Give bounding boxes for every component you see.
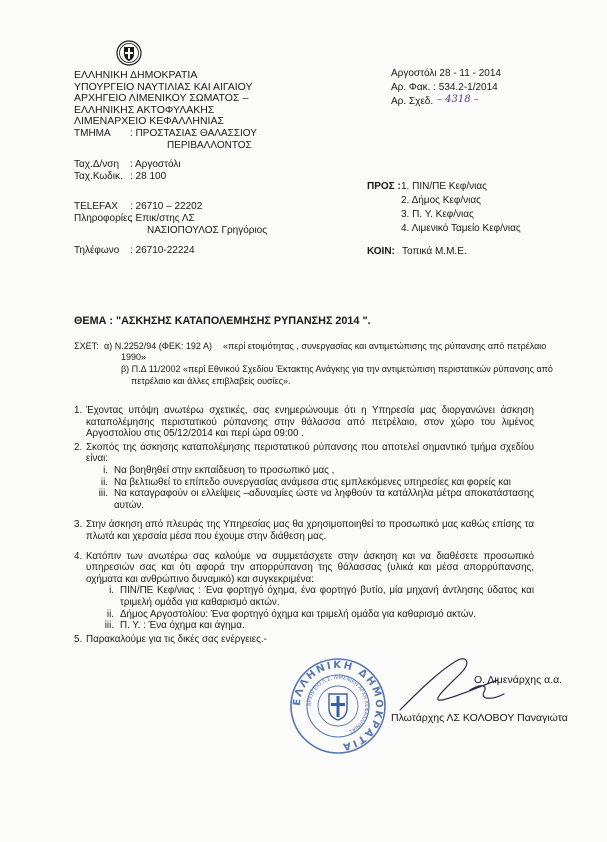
koin-label: ΚΟΙΝ: [367, 246, 395, 257]
header-line: ΕΛΛΗΝΙΚΗ ΔΗΜΟΚΡΑΤΙΑ [74, 69, 198, 81]
sxet-a-text-2: 1990» [121, 352, 147, 362]
tmima-value-2: ΠΕΡΙΒΑΛΛΟΝΤΟΣ [167, 140, 252, 151]
phone-label: Τηλέφωνο [74, 245, 120, 256]
paragraph-2-list [74, 465, 534, 511]
list-item [96, 609, 534, 621]
list-item-number: iii. [98, 488, 108, 500]
telefax-label: TELEFAX [74, 201, 118, 212]
telefax-value: : 26710 – 22202 [130, 201, 203, 212]
list-item-number: ii. [106, 608, 114, 620]
paragraph-3 [74, 519, 534, 542]
postal-label: Ταχ.Κωδικ. [74, 171, 123, 182]
paragraph-number: 5. [74, 633, 83, 645]
ref-sxed-label: Αρ. Σχεδ. [391, 96, 434, 107]
koin-value: Τοπικά Μ.Μ.Ε. [402, 246, 467, 257]
paragraph-text: Σκοπός της άσκησης καταπολέμησης περιστατικού ρύπανσης που αποτελεί σημαντικό τμήμα σχεδίου είναι: [86, 441, 534, 465]
list-item-text: Δήμος Αργοστολίου: Ένα φορτηγό όχημα και τριμελή ομάδα για καθαρισμό ακτών. [120, 608, 477, 620]
paragraph-number: 3. [74, 519, 83, 531]
paragraph-text: Έχοντας υπόψη ανωτέρω σχετικές, σας ενημερώνουμε ότι η Υπηρεσία μας διοργανώνει άσκηση καταπολέμησης περιστατικού ρύπανσης στην θάλασσα από πετρέλαιο, στον χώρο του λιμένος Αργοστολίου στις 05/12/2014 και περί ώρα 09:00 . [86, 405, 534, 440]
info-label: Πληροφορίες [74, 213, 133, 224]
place-date: Αργοστόλι 28 - 11 - 2014 [391, 68, 501, 79]
coat-of-arms-icon [116, 40, 142, 66]
phone-value: : 26710-22224 [130, 245, 195, 256]
paragraph-5 [74, 634, 534, 646]
header-line: ΛΙΜΕΝΑΡΧΕΙΟ ΚΕΦΑΛΛΗΝΙΑΣ [74, 115, 224, 127]
info-value: : Επικ/στης ΛΣ [130, 213, 195, 224]
paragraph-text: Παρακαλούμε για τις δικές σας ενέργειες.- [86, 633, 267, 645]
info-value-2: ΝΑΣΙΟΠΟΥΛΟΣ Γρηγόριος [147, 225, 268, 236]
sxet-label: ΣΧΕΤ: [74, 341, 99, 351]
subject-line: ΘΕΜΑ : "ΑΣΚΗΣΗΣ ΚΑΤΑΠΟΛΕΜΗΣΗΣ ΡΥΠΑΝΣΗΣ 2014 ". [74, 315, 371, 327]
list-item [96, 585, 534, 608]
ref-sxed-handwritten-number: – 4318 – [437, 94, 479, 105]
paragraph-number: 4. [74, 550, 83, 562]
paragraph-number: 1. [74, 405, 83, 416]
recipients-label: ΠΡΟΣ : [367, 181, 401, 192]
sxet-a-text: «περί ετοιμότητας , συνεργασίας και αντιμετώπισης της ρύπανσης από πετρέλαιο [223, 341, 547, 351]
seal-inner-text: ΑΡΧΗΓΕΙΟ Λ.Σ. ΛΙΜΕΝΙΚΗ ΑΡΧΗ ΚΕΦΑΛΛΗΝΙΑΣ [306, 674, 370, 735]
list-item-number: i. [103, 464, 108, 476]
list-item-text: Π. Υ. : Ένα όχημα και άγημα. [120, 620, 245, 632]
address-label: Ταχ.Δ/νση [74, 159, 120, 170]
paragraph-text: Στην άσκηση από πλευράς της Υπηρεσίας μας θα χρησιμοποιηθεί το προσωπικό μας καθώς επίσης τα πλωτά και χερσαία μέσα που έχουμε στην διάθεση μας. [86, 519, 534, 542]
header-line: ΑΡΧΗΓΕΙΟ ΛΙΜΕΝΙΚΟΥ ΣΩΜΑΤΟΣ – [74, 92, 249, 104]
list-item-number: iii. [104, 620, 114, 632]
sxet-b-text-2: πετρέλαιο και άλλες επιβλαβείς ουσίες». [131, 376, 291, 386]
list-item [96, 620, 534, 632]
list-item-text: Να βοηθηθεί στην εκπαίδευση το προσωπικό μας , [114, 464, 335, 476]
sxet-b-text: β) Π.Δ 11/2002 «περί Εθνικού Σχεδίου Έκτακτης Ανάγκης για την αντιμετώπιση περιστατικών ρύπανσης από [121, 364, 553, 374]
paragraph-4-list [74, 585, 534, 631]
list-item-text: Να καταγραφούν οι ελλείψεις –αδυναμίες ώστε να ληφθούν τα κατάλληλα μέτρα αποκατάστασης αυτών. [114, 488, 534, 511]
tmima-value: : ΠΡΟΣΤΑΣΙΑΣ ΘΑΛΑΣΣΙΟΥ [130, 128, 257, 139]
official-seal-stamp [288, 656, 388, 756]
postal-value: : 28 100 [130, 171, 167, 182]
paragraph-text: Κατόπιν των ανωτέρω σας καλούμε να συμμετάσχετε στην άσκηση και να διαθέσετε προσωπικό υπηρεσιών σας και ότι αφορά την απορρύπανση της θάλασσας (υλικά και μέσα απορρύπανσης, οχήματα και ανθρώπινο δυναμικό) και συγκεκριμένα: [86, 550, 534, 585]
paragraph-number: 2. [74, 441, 83, 453]
paragraph-4 [74, 551, 534, 586]
paragraph-1 [74, 405, 534, 440]
list-item-number: ii. [100, 476, 108, 488]
list-item [90, 488, 534, 511]
list-item-text: ΠΙΝ/ΠΕ Κεφ/νιας : Ένα φορτηγό όχημα, ένα φορτηγό βυτίο, μία μηχανή άντλησης ύδατος και τριμελή ομάδα για καθαρισμό ακτών. [120, 585, 534, 608]
list-item [90, 465, 534, 477]
sxet-a-ref: α) Ν.2252/94 (ΦΕΚ: 192 Α) [104, 341, 212, 351]
tmima-label: ΤΜΗΜΑ [74, 128, 111, 139]
recipient-item: 4. Λιμενικό Ταμείο Κεφ/νιας [401, 223, 521, 234]
letter-body [74, 405, 534, 645]
address-value: : Αργοστόλι [130, 159, 181, 170]
recipient-item: 2. Δήμος Κεφ/νιας [401, 195, 481, 206]
list-item [90, 477, 534, 489]
ref-fak: Αρ. Φακ. : 534.2-1/2014 [391, 82, 498, 93]
header-line: ΥΠΟΥΡΓΕΙΟ ΝΑΥΤΙΛΙΑΣ ΚΑΙ ΑΙΓΑΙΟΥ [74, 80, 253, 93]
header-line: ΕΛΛΗΝΙΚΗΣ ΑΚΤΟΦΥΛΑΚΗΣ [74, 103, 215, 116]
signature-title: Ο. Λιμενάρχης α.α. [474, 674, 563, 686]
recipient-item: 1. ΠΙΝ/ΠΕ Κεφ/νιας [401, 181, 488, 192]
list-item-number: i. [109, 585, 114, 597]
sender-header [74, 70, 252, 128]
list-item-text: Να βελτιωθεί το επίπεδο συνεργασίας ανάμεσα στις εμπλεκόμενες υπηρεσίες και φορείς και [114, 476, 511, 488]
recipient-item: 3. Π. Υ. Κεφ/νιας [401, 209, 474, 220]
seal-ring-text: ΕΛΛΗΝΙΚΗ ΔΗΜΟΚΡΑΤΙΑ [291, 659, 385, 753]
paragraph-2 [74, 442, 534, 465]
signature-name: Πλωτάρχης ΛΣ ΚΟΛΟΒΟΥ Παναγιώτα [391, 712, 568, 724]
